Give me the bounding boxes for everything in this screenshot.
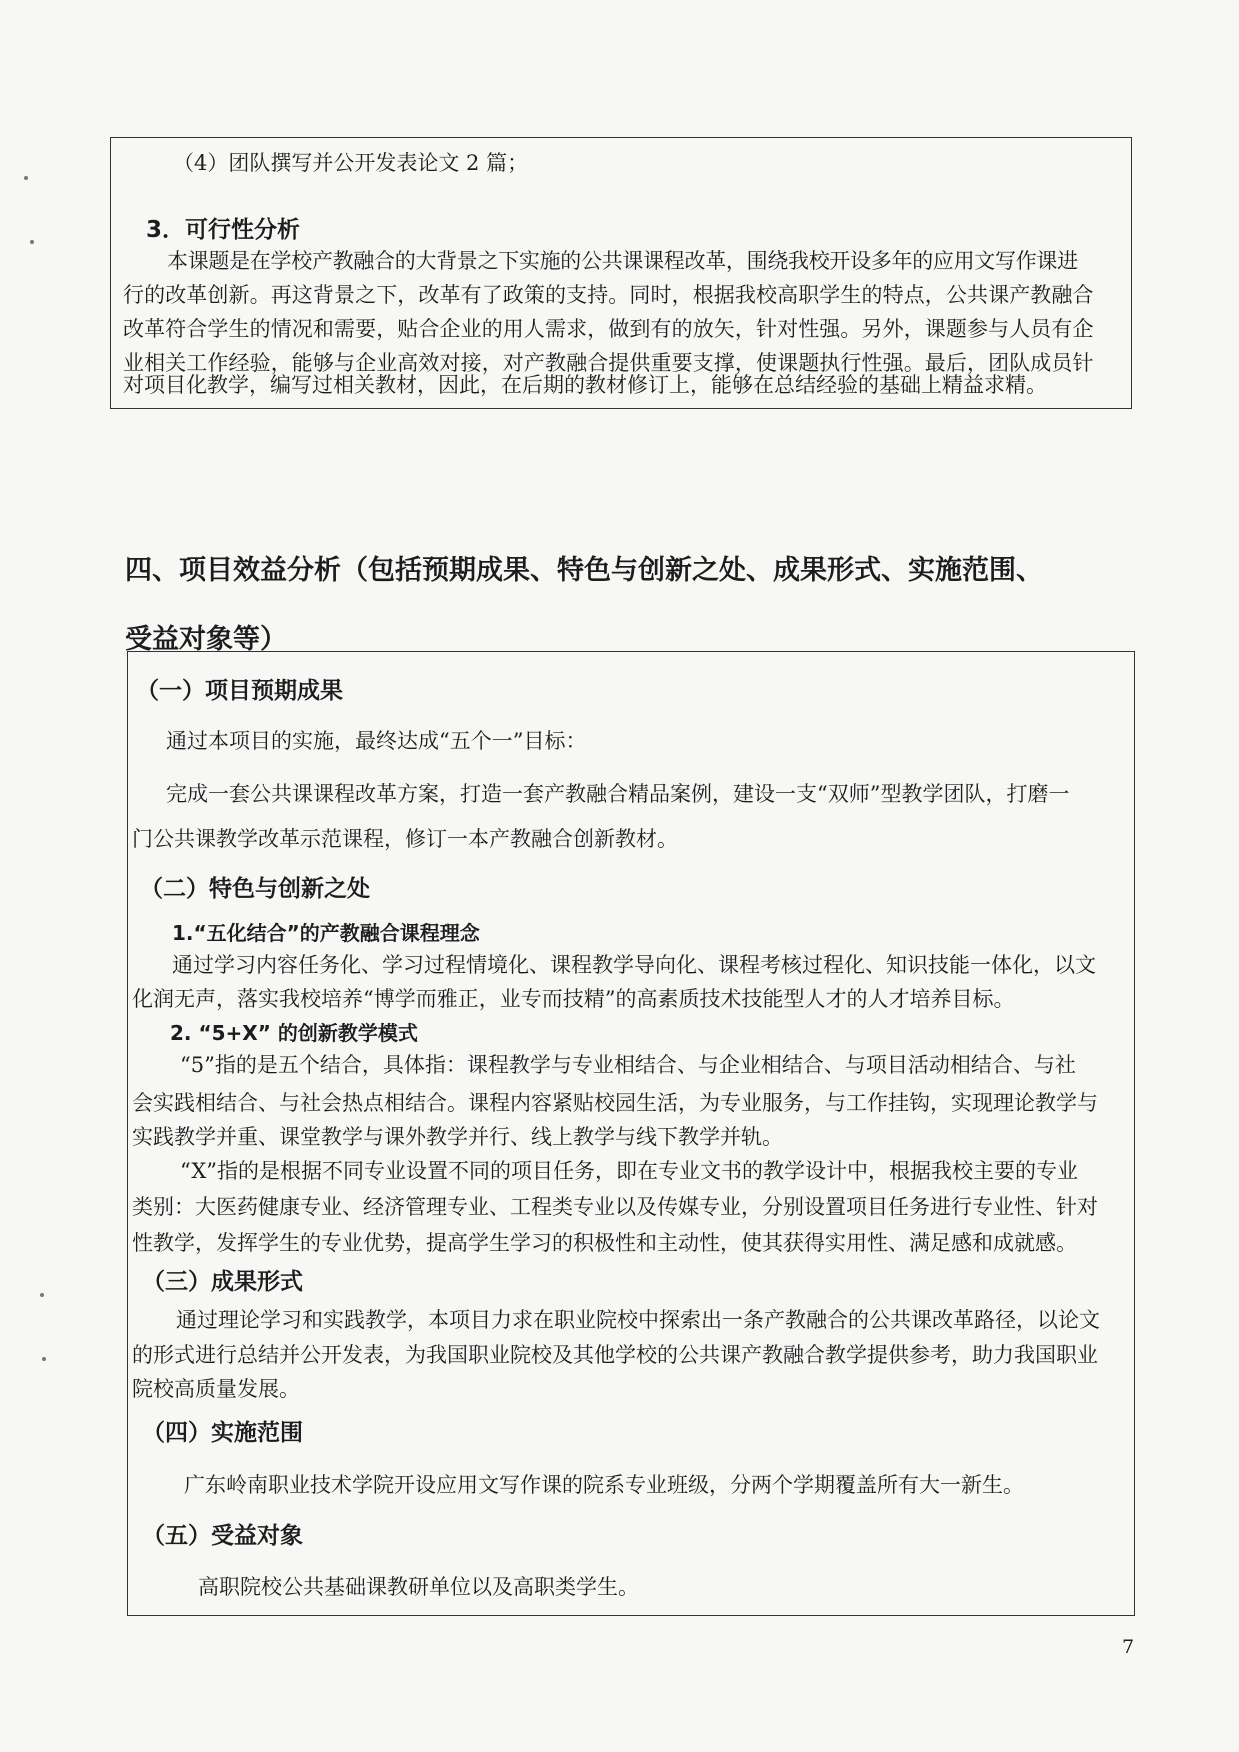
heading-expected-results: （一）项目预期成果 <box>136 678 343 704</box>
features-line: 性教学，发挥学生的专业优势，提高学生学习的积极性和主动性，使其获得实用性、满足感和成就感。 <box>132 1231 1077 1255</box>
feasibility-heading: 3．可行性分析 <box>146 217 301 243</box>
features-line: “5”指的是五个结合，具体指：课程教学与专业相结合、与企业相结合、与项目活动相结合、与社 <box>180 1053 1076 1077</box>
heading-features-innovation: （二）特色与创新之处 <box>140 876 370 902</box>
feasibility-line: 对项目化教学，编写过相关教材，因此，在后期的教材修订上，能够在总结经验的基础上精益求精。 <box>123 373 1047 397</box>
heading-beneficiaries: （五）受益对象 <box>142 1523 303 1549</box>
features-line: 类别：大医药健康专业、经济管理专业、工程类专业以及传媒专业，分别设置项目任务进行专业性、针对 <box>132 1195 1098 1219</box>
scan-speck <box>24 176 28 180</box>
feasibility-line: 业相关工作经验，能够与企业高效对接，对产教融合提供重要支撑，使课题执行性强。最后，团队成员针 <box>123 351 1094 375</box>
expected-results-intro: 通过本项目的实施，最终达成“五个一”目标： <box>166 729 587 753</box>
features-line: 通过学习内容任务化、学习过程情境化、课程教学导向化、课程考核过程化、知识技能一体化，以文 <box>172 953 1096 977</box>
features-line: 化润无声，落实我校培养“博学而雅正，业专而技精”的高素质技术技能型人才的人才培养目标。 <box>132 987 1015 1011</box>
implementation-scope-text: 广东岭南职业技术学院开设应用文写作课的院系专业班级，分两个学期覆盖所有大一新生。 <box>184 1473 1024 1497</box>
expected-results-line: 完成一套公共课课程改革方案，打造一套产教融合精品案例，建设一支“双师”型教学团队，打磨一 <box>166 782 1070 806</box>
features-line: 实践教学并重、课堂教学与课外教学并行、线上教学与线下教学并轨。 <box>132 1125 783 1149</box>
benefit-analysis-box <box>127 651 1135 1616</box>
expected-results-line: 门公共课教学改革示范课程，修订一本产教融合创新教材。 <box>132 827 678 851</box>
heading-result-form: （三）成果形式 <box>142 1269 303 1295</box>
feasibility-line: 改革符合学生的情况和需要，贴合企业的用人需求，做到有的放矢，针对性强。另外，课题参与人员有企 <box>123 317 1094 341</box>
features-line: “X”指的是根据不同专业设置不同的项目任务，即在专业文书的教学设计中，根据我校主要的专业 <box>180 1159 1079 1183</box>
scan-speck <box>30 240 34 244</box>
scan-speck <box>42 1357 46 1361</box>
result-form-line: 院校高质量发展。 <box>132 1377 300 1401</box>
beneficiaries-text: 高职院校公共基础课教研单位以及高职类学生。 <box>198 1575 639 1599</box>
feasibility-line: 行的改革创新。再这背景之下，改革有了政策的支持。同时，根据我校高职学生的特点，公共课产教融合 <box>123 283 1094 307</box>
subheading-five-combination: 1.“五化结合”的产教融合课程理念 <box>172 921 480 945</box>
feasibility-box <box>110 137 1132 409</box>
item-4-text: （4）团队撰写并公开发表论文 2 篇； <box>173 151 529 175</box>
features-line: 会实践相结合、与社会热点相结合。课程内容紧贴校园生活，为专业服务，与工作挂钩，实现理论教学与 <box>132 1091 1098 1115</box>
result-form-line: 通过理论学习和实践教学，本项目力求在职业院校中探索出一条产教融合的公共课改革路径，以论文 <box>176 1308 1100 1332</box>
page-number: 7 <box>1122 1636 1135 1658</box>
feasibility-line: 本课题是在学校产教融合的大背景之下实施的公共课课程改革，围绕我校开设多年的应用文写作课进 <box>167 249 1078 273</box>
section-four-title-line1: 四、项目效益分析（包括预期成果、特色与创新之处、成果形式、实施范围、 <box>125 555 1043 586</box>
scan-speck <box>40 1293 44 1297</box>
section-four-title-line2: 受益对象等） <box>125 624 287 655</box>
heading-implementation-scope: （四）实施范围 <box>142 1420 303 1446</box>
subheading-5x-model: 2. “5+X” 的创新教学模式 <box>170 1021 418 1045</box>
result-form-line: 的形式进行总结并公开发表，为我国职业院校及其他学校的公共课产教融合教学提供参考，助力我国职业 <box>132 1343 1098 1367</box>
